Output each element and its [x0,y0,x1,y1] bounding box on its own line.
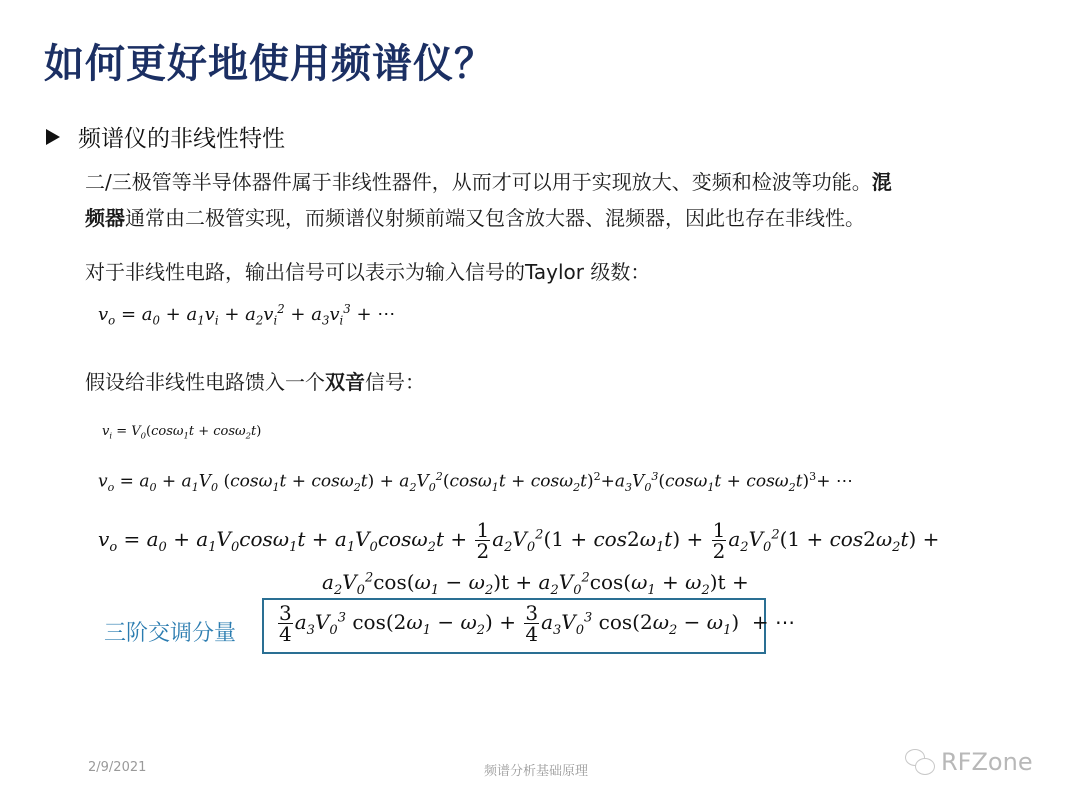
two-tone-bold: 双音 [325,370,365,394]
footer-date: 2/9/2021 [88,760,147,775]
equation-input: $v_i = V_0(\cos\omega_1t + \cos\omega_2t)$ [102,424,262,441]
equation-expanded: $v_o = a_0 + a_1V_0$ $(\cos\omega_1t + \cos\omega_2t) + a_2V_0^2(\cos\omega_1t + \cos\omega_2t)^2+a_3V_0^3(\cos\omega_1t + \cos\omega_2t)^3+$ ⋯ [98,470,853,495]
wechat-icon [905,749,935,775]
bullet-text: 频谱仪的非线性特性 [78,126,285,152]
slide-title: 如何更好地使用频谱仪？ [44,40,495,87]
paragraph-taylor: 对于非线性电路，输出信号可以表示为输入信号的Taylor 级数： [85,260,651,284]
two-tone-after: 信号： [365,370,425,394]
watermark-text: RFZone [941,748,1033,776]
paragraph-two-tone [85,364,425,400]
two-tone-before: 假设给非线性电路馈入一个 [85,370,325,394]
paragraph-line1: 二/三极管等半导体器件属于非线性器件，从而才可以用于实现放大、变频和检波等功能。 [85,170,872,194]
bullet-arrow-icon [46,129,60,145]
equation-result-line2: $a_2V_0^2\cos(\omega_1 - \omega_2)t + a_2V_0^2\cos(\omega_1 + \omega_2)t$ + [322,570,749,598]
equation-result-line3: $\frac{3}{4}$ $a_3V_0^3$ $\cos(2\omega_1 - \omega_2)$ + $\frac{3}{4}$ $a_3V_0^3$ $\cos(2\omega_2 - \omega_1)$ + ⋯ [279,601,796,646]
equation-taylor: $v_o = a_0 + a_1v_i + a_2v_i^2 + a_3v_i^3$ + ⋯ [98,302,396,328]
footer-title: 频谱分析基础原理 [484,764,589,779]
paragraph-line2: 通常由二极管实现，而频谱仪射频前端又包含放大器、混频器，因此也存在非线性。 [125,206,865,230]
watermark [905,748,1033,776]
paragraph-line1-bold: 混 [871,170,892,194]
bullet-heading [46,120,285,153]
equation-result-line1: $v_o = a_0 + a_1V_0\cos\omega_1t + a_1V_0\cos\omega_2t$ + $\frac{1}{2}$ $a_2V_0^2(1 + \cos 2\omega_1t)$ + $\frac{1}{2}$ $a_2V_0^2(1 + \cos 2\omega_2t)$ + [98,518,940,563]
paragraph-line2-bold: 频器 [85,206,125,230]
paragraph-nonlinear-devices [85,164,892,236]
imd-label: 三阶交调分量 [104,621,237,646]
